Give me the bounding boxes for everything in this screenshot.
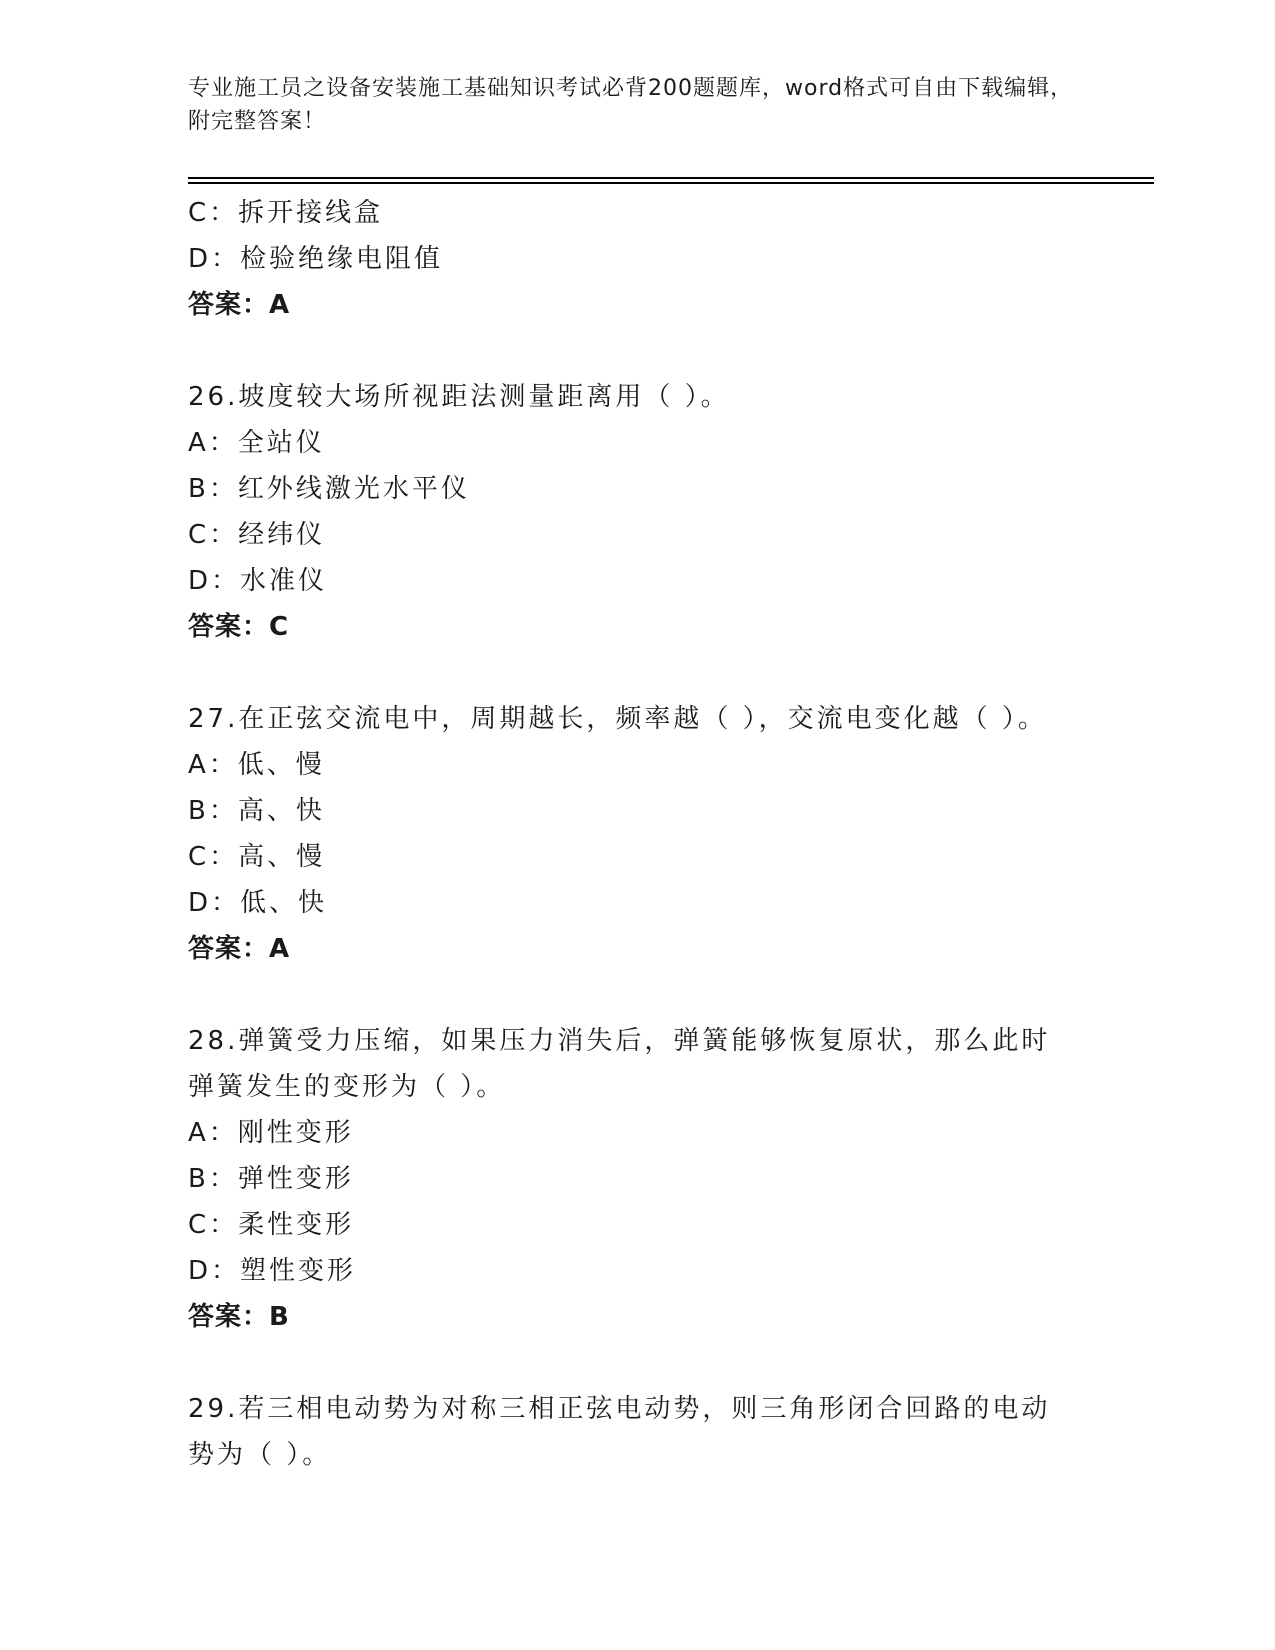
option-a: A：低、慢 <box>188 750 325 780</box>
question-27 <box>188 696 1088 972</box>
answer-line: 答案：C <box>188 612 290 642</box>
answer-line: 答案：A <box>188 934 291 964</box>
question-text: 28.弹簧受力压缩，如果压力消失后，弹簧能够恢复原状，那么此时弹簧发生的变形为（ ）。 <box>188 1026 1051 1102</box>
question-list <box>188 190 1088 1478</box>
option-b: B：红外线激光水平仪 <box>188 474 470 504</box>
spacer <box>188 328 1088 374</box>
header-divider-bottom <box>188 182 1154 184</box>
option-a: A：全站仪 <box>188 428 325 458</box>
answer-line: 答案：A <box>188 290 291 320</box>
option-d: D：检验绝缘电阻值 <box>188 244 444 274</box>
option-b: B：高、快 <box>188 796 325 826</box>
option-d: D：低、快 <box>188 888 328 918</box>
option-a: A：刚性变形 <box>188 1118 354 1148</box>
option-c: C：经纬仪 <box>188 520 326 550</box>
option-b: B：弹性变形 <box>188 1164 354 1194</box>
option-d: D：塑性变形 <box>188 1256 357 1286</box>
spacer <box>188 972 1088 1018</box>
spacer <box>188 650 1088 696</box>
question-text: 26.坡度较大场所视距法测量距离用（ ）。 <box>188 382 730 412</box>
question-text: 29.若三相电动势为对称三相正弦电动势，则三角形闭合回路的电动势为（ ）。 <box>188 1394 1051 1470</box>
question-26 <box>188 374 1088 650</box>
question-29 <box>188 1386 1088 1478</box>
question-text: 27.在正弦交流电中，周期越长，频率越（ ），交流电变化越（ ）。 <box>188 704 1047 734</box>
document-header: 专业施工员之设备安装施工基础知识考试必背200题题库，word格式可自由下载编辑，附完整答案！ <box>188 76 1074 134</box>
question-25-tail <box>188 190 1088 328</box>
spacer <box>188 1340 1088 1386</box>
option-c: C：高、慢 <box>188 842 326 872</box>
header-divider-top <box>188 177 1154 179</box>
option-c: C：拆开接线盒 <box>188 198 384 228</box>
option-d: D：水准仪 <box>188 566 328 596</box>
answer-line: 答案：B <box>188 1302 290 1332</box>
option-c: C：柔性变形 <box>188 1210 355 1240</box>
question-28 <box>188 1018 1088 1340</box>
